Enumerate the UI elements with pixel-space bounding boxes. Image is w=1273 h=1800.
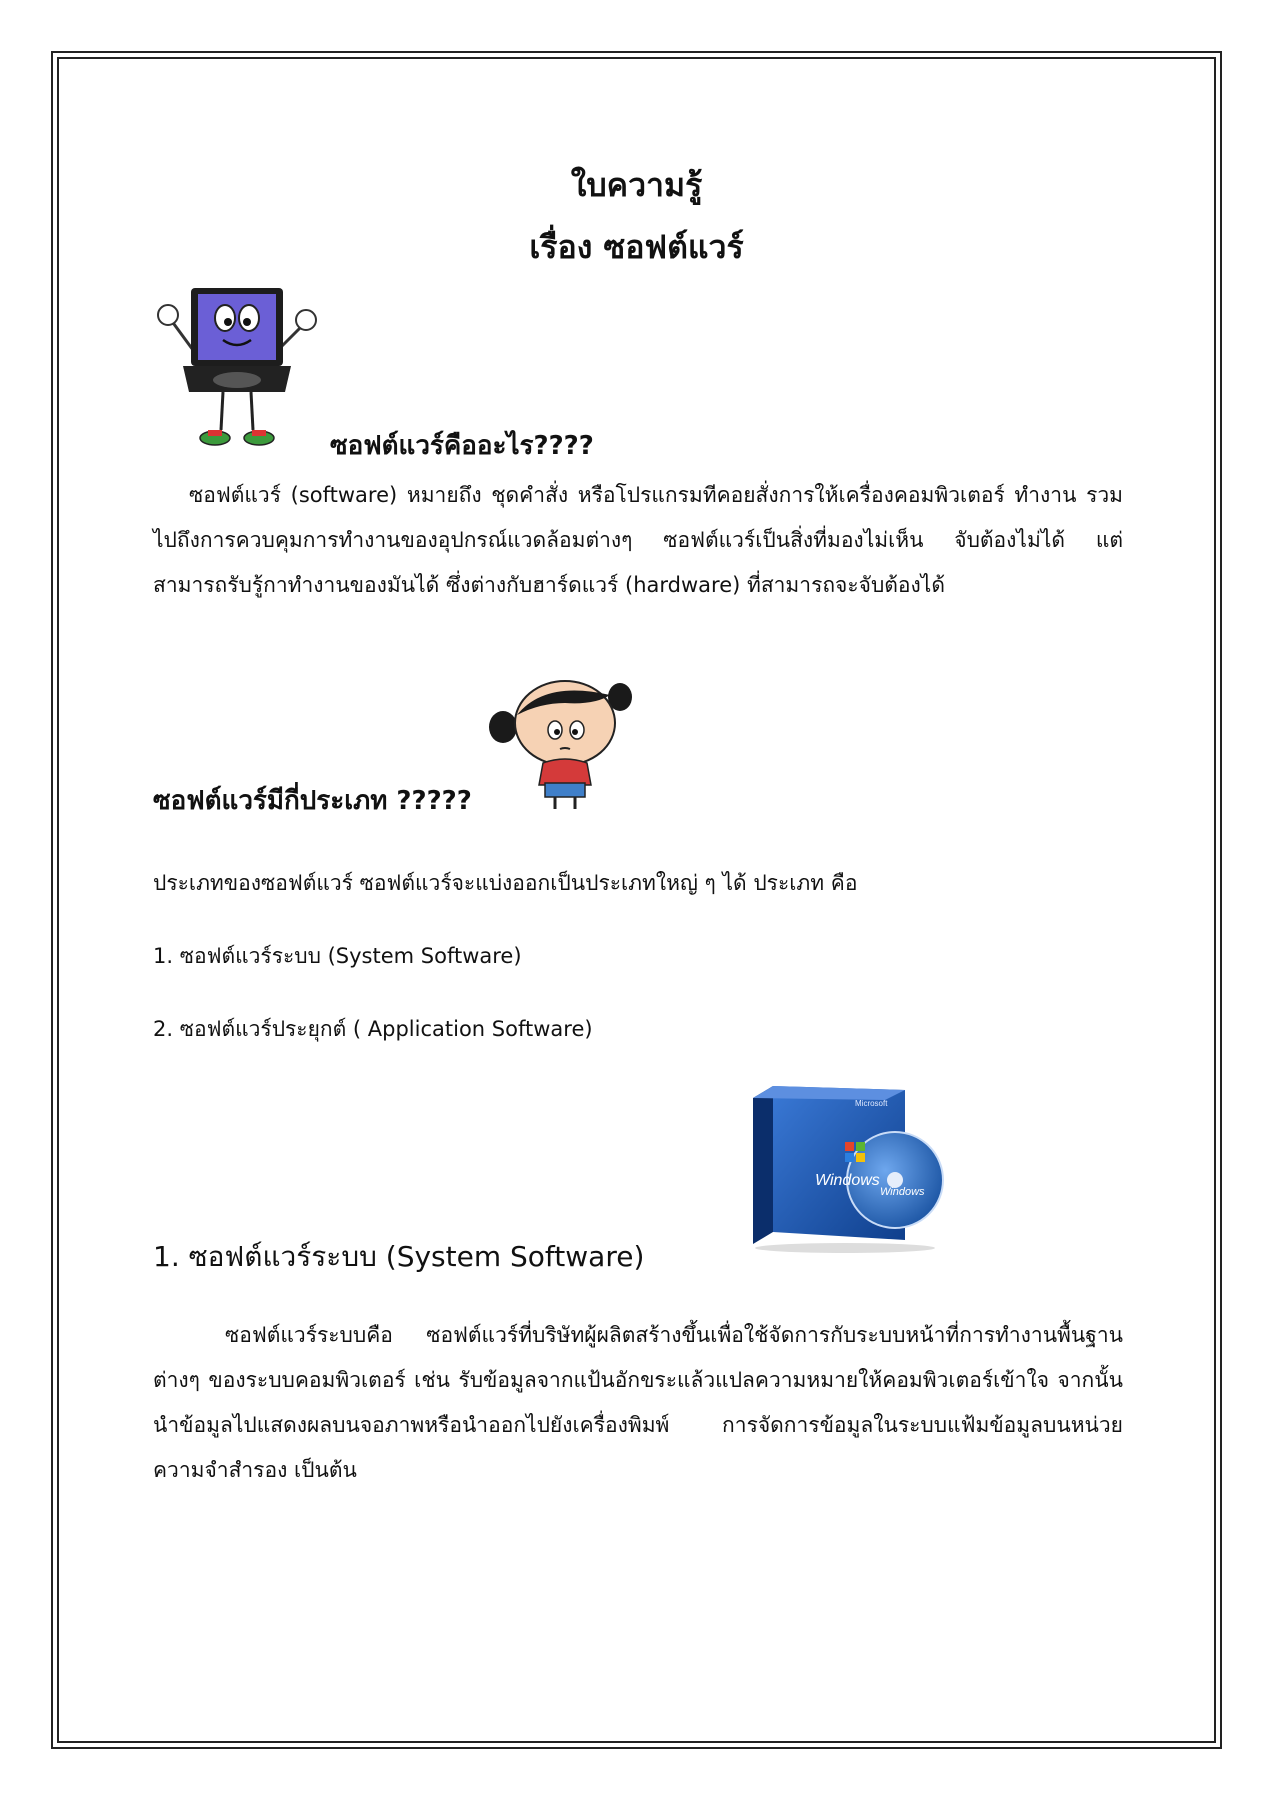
list-item: 2. ซอฟต์แวร์ประยุกต์ ( Application Software) <box>153 1017 593 1041</box>
disc-logo-text: Windows <box>880 1186 925 1198</box>
section-types-heading: ซอฟต์แวร์มีกี่ประเภท ????? <box>153 786 472 816</box>
box-logo-text: Windows <box>815 1172 880 1189</box>
section-system-heading: 1. ซอฟต์แวร์ระบบ (System Software) <box>153 1240 645 1273</box>
section-system-paragraph <box>153 1313 1123 1493</box>
list-item: 1. ซอฟต์แวร์ระบบ (System Software) <box>153 944 522 968</box>
laptop-mascot-image <box>153 280 323 455</box>
box-brand-text: Microsoft <box>855 1099 888 1108</box>
girl-cartoon-image <box>485 675 635 810</box>
section-what-heading: ซอฟต์แวร์คืออะไร???? <box>330 431 594 461</box>
page-subtitle: เรื่อง ซอฟต์แวร์ <box>529 228 744 266</box>
windows-software-box-image <box>745 1080 960 1255</box>
page-title: ใบความรู้ <box>570 166 703 204</box>
section-system-paragraph-text: ซอฟต์แวร์ระบบคือ ซอฟต์แวร์ที่บริษัทผู้ผลิตสร้างขึ้นเพื่อใช้จัดการกับระบบหน้าที่การทำงานพื้นฐานต่างๆ ของระบบคอมพิวเตอร์ เช่น รับข้อมูลจากแป้นอักขระแล้วแปลความหมายให้คอมพิวเตอร์เข้าใจ จากนั้นนำข้อมูลไปแสดงผลบนจอภาพหรือนำออกไปยังเครื่องพิมพ์ การจัดการข้อมูลในระบบแฟ้มข้อมูลบนหน่วยความจำสำรอง เป็นต้น <box>153 1323 1123 1482</box>
section-what-paragraph-text: ซอฟต์แวร์ (software) หมายถึง ชุดคำสั่ง หรือโปรแกรมทีคอยสั่งการให้เครื่องคอมพิวเตอร์ ทำงาน รวมไปถึงการควบคุมการทำงานของอุปกรณ์แวดล้อมต่างๆ ซอฟต์แวร์เป็นสิ่งที่มองไม่เห็น จับต้องไม่ได้ แต่สามารถรับรู้กาทำงานของมันได้ ซึ่งต่างกับฮาร์ดแวร์ (hardware) ที่สามารถจะจับต้องได้ <box>153 483 1123 597</box>
section-what-paragraph <box>153 473 1123 608</box>
section-types-intro: ประเภทของซอฟต์แวร์ ซอฟต์แวร์จะแบ่งออกเป็นประเภทใหญ่ ๆ ได้ ประเภท คือ <box>153 871 858 895</box>
